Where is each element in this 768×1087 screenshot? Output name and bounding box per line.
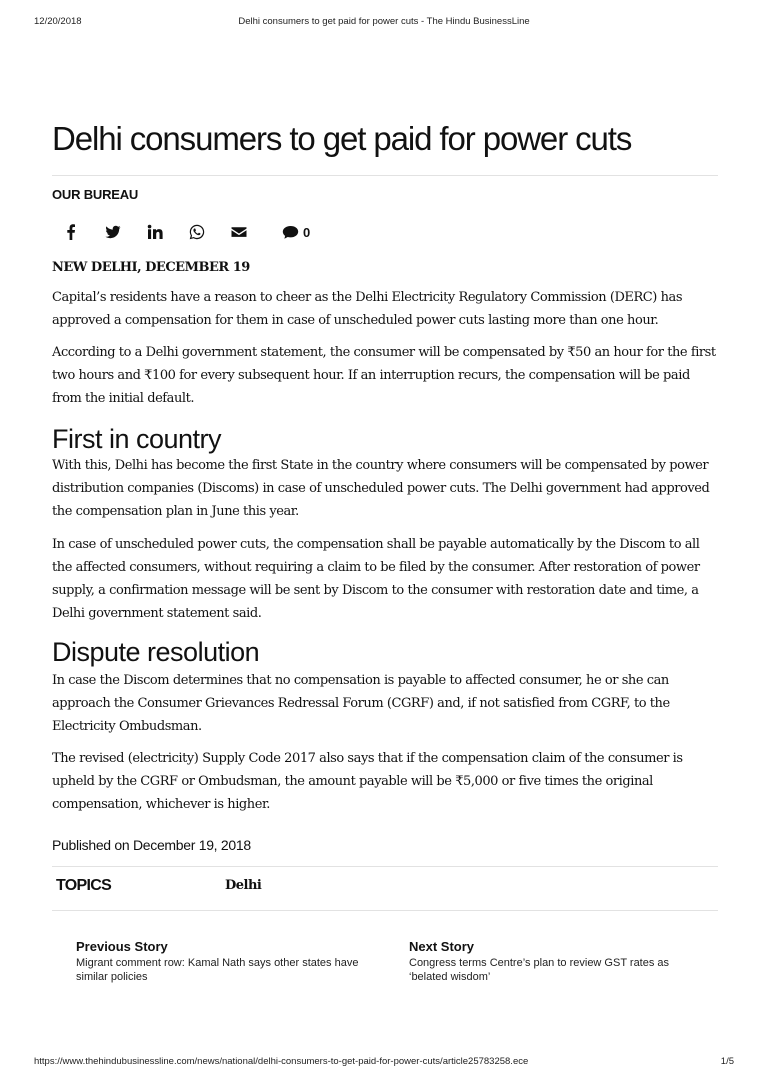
print-footer [34, 1056, 734, 1072]
previous-story-title: Migrant comment row: Kamal Nath says other states have similar policies [76, 957, 359, 983]
article-paragraph: The revised (electricity) Supply Code 2017 also says that if the compensation claim of the consumer is upheld by the CGRF or Ombudsman, the amount payable will be ₹5,000 or five times the original compensation, whichever is higher. [52, 751, 683, 812]
article-paragraph: In case the Discom determines that no compensation is payable to affected consumer, he or she can approach the Consumer Grievances Redressal Forum (CGRF) and, if not satisfied from CGRF, to the Electricity Ombudsman. [52, 673, 670, 734]
print-date: 12/20/2018 [34, 16, 82, 27]
subheading: First in country [52, 424, 222, 454]
next-story-link[interactable] [409, 938, 699, 984]
whatsapp-icon[interactable] [188, 223, 206, 241]
comment-icon [282, 225, 299, 240]
article-paragraph: According to a Delhi government statement, the consumer will be compensated by ₹50 an hour for the first two hours and ₹100 for every subsequent hour. If an interruption recurs, the compensation will be paid from the initial default. [52, 345, 716, 406]
facebook-icon[interactable] [62, 223, 80, 241]
article-paragraph: Capital’s residents have a reason to cheer as the Delhi Electricity Regulatory Commission (DERC) has approved a compensation for them in case of unscheduled power cuts lasting more than one hour. [52, 290, 683, 328]
story-navigation [52, 938, 718, 1018]
divider [52, 910, 718, 911]
subheading: Dispute resolution [52, 637, 260, 667]
topics-section [52, 867, 718, 910]
print-header [34, 16, 734, 32]
print-url: https://www.thehindubusinessline.com/news/national/delhi-consumers-to-get-paid-for-power-cuts/article25783258.ece [34, 1056, 529, 1067]
page-number: 1/5 [720, 1056, 734, 1067]
published-date: Published on December 19, 2018 [52, 837, 251, 853]
print-page-title: Delhi consumers to get paid for power cuts - The Hindu BusinessLine [238, 16, 530, 27]
divider [52, 175, 718, 176]
topics-label: TOPICS [56, 877, 112, 894]
twitter-icon[interactable] [104, 223, 122, 241]
byline[interactable]: OUR BUREAU [52, 187, 139, 202]
dateline: NEW DELHI, DECEMBER 19 [52, 260, 250, 275]
article-headline: Delhi consumers to get paid for power cuts [52, 120, 632, 157]
comments-link[interactable] [282, 225, 310, 240]
comment-count: 0 [303, 224, 311, 240]
next-story-title: Congress terms Centre’s plan to review GST rates as ‘belated wisdom’ [409, 957, 670, 983]
next-story-label: Next Story [409, 939, 475, 954]
email-icon[interactable] [230, 223, 248, 241]
article [52, 118, 718, 1018]
article-paragraph: In case of unscheduled power cuts, the compensation shall be payable automatically by the Discom to all the affected consumers, without requiring a claim to be filed by the consumer. After restoration of power supply, a confirmation message will be sent by Discom to the consumer with restoration date and time, a Delhi government statement said. [52, 537, 700, 621]
linkedin-icon[interactable] [146, 223, 164, 241]
topic-link[interactable]: Delhi [225, 878, 262, 893]
article-paragraph: With this, Delhi has become the first State in the country where consumers will be compensated by power distribution companies (Discoms) in case of unscheduled power cuts. The Delhi government had approved the compensation plan in June this year. [52, 458, 710, 519]
previous-story-label: Previous Story [76, 939, 168, 954]
share-bar [52, 222, 718, 242]
previous-story-link[interactable] [76, 938, 366, 984]
